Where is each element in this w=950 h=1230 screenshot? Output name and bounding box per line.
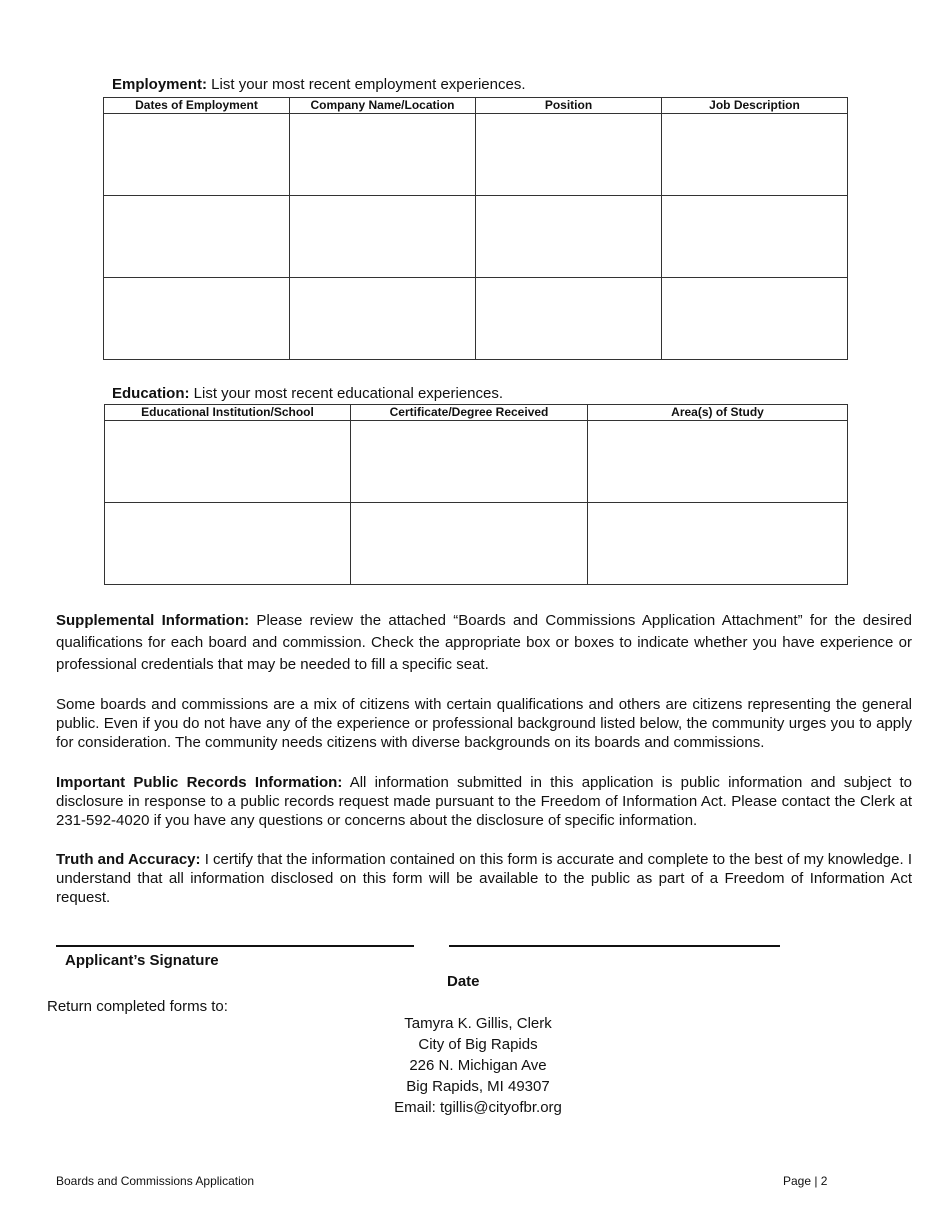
table-cell[interactable] bbox=[290, 278, 476, 360]
table-row bbox=[104, 196, 848, 278]
table-cell[interactable] bbox=[351, 421, 588, 503]
address-line: 226 N. Michigan Ave bbox=[409, 1057, 547, 1074]
column-header: Job Description bbox=[662, 98, 848, 114]
address-line: Big Rapids, MI 49307 bbox=[406, 1078, 550, 1095]
table-cell[interactable] bbox=[105, 421, 351, 503]
column-header: Position bbox=[476, 98, 662, 114]
page-number: Page | 2 bbox=[783, 1174, 828, 1188]
table-cell[interactable] bbox=[588, 421, 848, 503]
education-heading: Education: List your most recent educational experiences. bbox=[112, 385, 503, 402]
return-address bbox=[350, 1013, 606, 1118]
table-row bbox=[105, 421, 848, 503]
truth-accuracy: Truth and Accuracy: I certify that the information contained on this form is accurate and complete to the best of my knowledge. I understand that all information disclosed on this form will be available to the public as part of a Freedom of Information Act request. bbox=[56, 851, 912, 906]
table-cell[interactable] bbox=[105, 503, 351, 585]
table-cell[interactable] bbox=[290, 196, 476, 278]
education-table bbox=[104, 404, 848, 585]
table-cell[interactable] bbox=[476, 114, 662, 196]
table-cell[interactable] bbox=[104, 278, 290, 360]
table-cell[interactable] bbox=[476, 278, 662, 360]
return-label: Return completed forms to: bbox=[47, 998, 228, 1015]
table-row bbox=[105, 503, 848, 585]
mix-info: Some boards and commissions are a mix of citizens with certain qualifications and others are citizens representing the general public. Even if you do not have any of the experience or professional background listed below, the community urges you to apply for consideration. The community needs citizens with diverse backgrounds on its boards and commissions. bbox=[56, 696, 912, 751]
table-cell[interactable] bbox=[104, 196, 290, 278]
signature-line[interactable] bbox=[56, 945, 414, 947]
table-cell[interactable] bbox=[662, 278, 848, 360]
table-cell[interactable] bbox=[290, 114, 476, 196]
column-header: Educational Institution/School bbox=[105, 405, 351, 421]
table-cell[interactable] bbox=[662, 196, 848, 278]
supplemental-info: Supplemental Information: Please review the attached “Boards and Commissions Application Attachment” for the desired qualifications for each board and commission. Check the appropriate box or boxes to indicate whether you have experience or professional credentials that may be needed to fill a specific seat. bbox=[56, 612, 912, 673]
column-header: Company Name/Location bbox=[290, 98, 476, 114]
applicant-signature-label: Applicant’s Signature bbox=[65, 952, 219, 969]
table-cell[interactable] bbox=[662, 114, 848, 196]
address-line: City of Big Rapids bbox=[418, 1036, 538, 1053]
table-cell[interactable] bbox=[104, 114, 290, 196]
date-line[interactable] bbox=[449, 945, 780, 947]
employment-heading: Employment: List your most recent employment experiences. bbox=[112, 76, 526, 93]
address-line: Tamyra K. Gillis, Clerk bbox=[404, 1015, 552, 1032]
table-row bbox=[104, 114, 848, 196]
table-cell[interactable] bbox=[476, 196, 662, 278]
table-cell[interactable] bbox=[588, 503, 848, 585]
education-header-row bbox=[105, 405, 848, 421]
footer-title: Boards and Commissions Application bbox=[56, 1174, 255, 1188]
email-line: Email: tgillis@cityofbr.org bbox=[394, 1099, 562, 1116]
employment-table bbox=[103, 97, 848, 360]
column-header: Certificate/Degree Received bbox=[351, 405, 588, 421]
column-header: Area(s) of Study bbox=[588, 405, 848, 421]
date-label: Date bbox=[447, 973, 480, 990]
column-header: Dates of Employment bbox=[104, 98, 290, 114]
employment-header-row bbox=[104, 98, 848, 114]
table-cell[interactable] bbox=[351, 503, 588, 585]
table-row bbox=[104, 278, 848, 360]
public-records-info: Important Public Records Information: All information submitted in this application is public information and subject to disclosure in response to a public records request made pursuant to the Freedom of Information Act. Please contact the Clerk at 231-592-4020 if you have any questions or concerns about the disclosure of specific information. bbox=[56, 774, 912, 829]
